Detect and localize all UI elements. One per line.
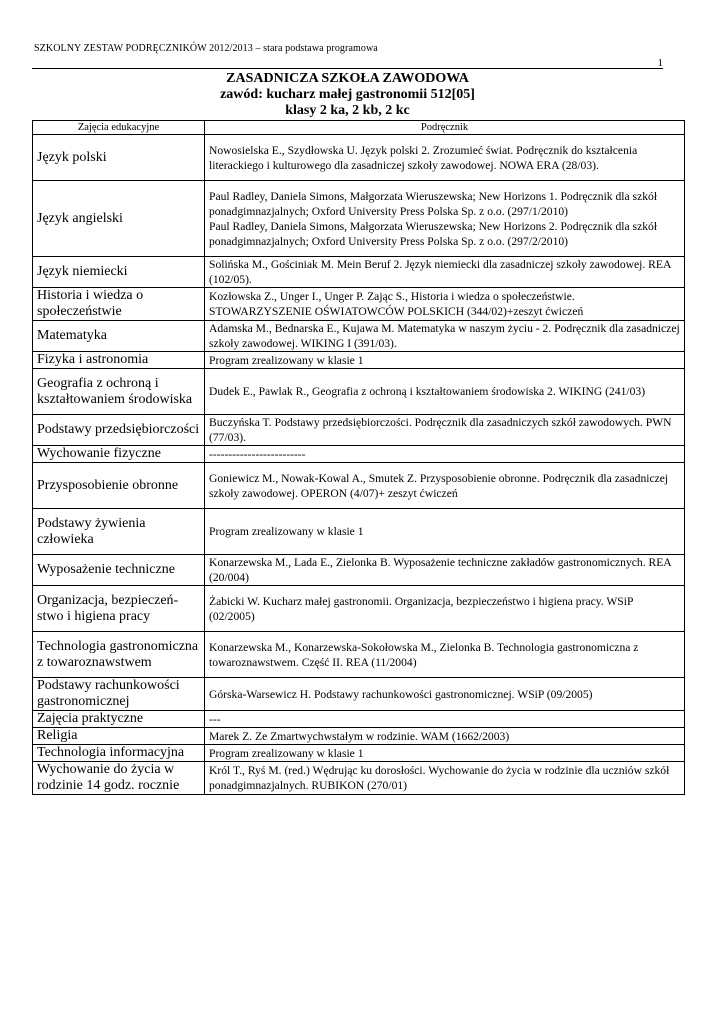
subject-cell: Matematyka <box>33 321 205 352</box>
table-row <box>33 728 685 745</box>
table-row <box>33 135 685 181</box>
textbook-cell: --- <box>205 711 685 728</box>
table-row <box>33 632 685 678</box>
textbook-table <box>32 120 685 795</box>
textbook-cell: Adamska M., Bednarska E., Kujawa M. Matematyka w naszym życiu - 2. Podręcznik dla zasadniczej szkoły zawodowej. WIKING I (391/03). <box>205 321 685 352</box>
textbook-cell: Program zrealizowany w klasie 1 <box>205 509 685 555</box>
page-number: 1 <box>657 57 663 69</box>
column-header-subject: Zajęcia edukacyjne <box>33 121 205 135</box>
header-divider <box>32 68 663 69</box>
textbook-cell: Program zrealizowany w klasie 1 <box>205 352 685 369</box>
table-row <box>33 181 685 257</box>
subject-cell: Wychowanie do życia w rodzinie 14 godz. rocznie <box>33 762 205 795</box>
textbook-cell: Górska-Warsewicz H. Podstawy rachunkowości gastronomicznej. WSiP (09/2005) <box>205 678 685 711</box>
subject-cell: Język angielski <box>33 181 205 257</box>
subject-cell: Technologia gastronomiczna z towaroznawstwem <box>33 632 205 678</box>
table-row <box>33 446 685 463</box>
textbook-cell: Paul Radley, Daniela Simons, Małgorzata Wieruszewska; New Horizons 1. Podręcznik dla szkół ponadgimnazjalnych; Oxford University Press Polska Sp. z o.o. (297/1/2010) Paul Radley, Daniela Simons, Małgorzata Wieruszewska; New Horizons 2. Podręcznik dla szkół ponadgimnazjalnych; Oxford University Press Polska Sp. z o.o. (297/2/2010) <box>205 181 685 257</box>
profession-title: zawód: kucharz małej gastronomii 512[05] <box>220 87 475 102</box>
document-titles <box>32 71 663 119</box>
subject-cell: Przysposobienie obronne <box>33 463 205 509</box>
subject-cell: Podstawy rachunkowości gastronomicznej <box>33 678 205 711</box>
table-row <box>33 745 685 762</box>
table-row <box>33 369 685 415</box>
textbook-cell: Program zrealizowany w klasie 1 <box>205 745 685 762</box>
textbook-cell: Goniewicz M., Nowak-Kowal A., Smutek Z. Przysposobienie obronne. Podręcznik dla zasadniczej szkoły zawodowej. OPERON (4/07)+ zeszyt ćwiczeń <box>205 463 685 509</box>
column-header-textbook: Podręcznik <box>205 121 685 135</box>
subject-cell: Język polski <box>33 135 205 181</box>
textbook-cell: Dudek E., Pawlak R., Geografia z ochroną i kształtowaniem środowiska 2. WIKING (241/03) <box>205 369 685 415</box>
classes-title: klasy 2 ka, 2 kb, 2 kc <box>285 103 410 118</box>
textbook-cell: Żabicki W. Kucharz małej gastronomii. Organizacja, bezpieczeństwo i higiena pracy. WSiP (02/2005) <box>205 586 685 632</box>
subject-cell: Historia i wiedza o społeczeństwie <box>33 288 205 321</box>
table-row <box>33 509 685 555</box>
subject-cell: Geografia z ochroną i kształtowaniem środowiska <box>33 369 205 415</box>
subject-cell: Podstawy przedsiębiorczości <box>33 415 205 446</box>
table-row <box>33 463 685 509</box>
subject-cell: Fizyka i astronomia <box>33 352 205 369</box>
textbook-cell: Buczyńska T. Podstawy przedsiębiorczości. Podręcznik dla zasadniczych szkół zawodowych. PWN (77/03). <box>205 415 685 446</box>
textbook-cell: Konarzewska M., Lada E., Zielonka B. Wyposażenie techniczne zakładów gastronomicznych. REA (20/004) <box>205 555 685 586</box>
table-row <box>33 257 685 288</box>
table-row <box>33 352 685 369</box>
subject-cell: Podstawy żywienia człowieka <box>33 509 205 555</box>
textbook-cell: Konarzewska M., Konarzewska-Sokołowska M., Zielonka B. Technologia gastronomiczna z towaroznawstwem. Część II. REA (11/2004) <box>205 632 685 678</box>
table-body <box>33 135 685 795</box>
table-row <box>33 711 685 728</box>
table-row <box>33 288 685 321</box>
textbook-cell: Solińska M., Gościniak M. Mein Beruf 2. Język niemiecki dla zasadniczej szkoły zawodowej. REA (102/05). <box>205 257 685 288</box>
table-row <box>33 415 685 446</box>
table-row <box>33 678 685 711</box>
subject-cell: Wyposażenie techniczne <box>33 555 205 586</box>
table-row <box>33 762 685 795</box>
subject-cell: Technologia informacyjna <box>33 745 205 762</box>
running-header: SZKOLNY ZESTAW PODRĘCZNIKÓW 2012/2013 – stara podstawa programowa <box>34 43 378 54</box>
table-row <box>33 586 685 632</box>
table-row <box>33 321 685 352</box>
textbook-cell: Kozłowska Z., Unger I., Unger P. Zając S., Historia i wiedza o społeczeństwie. STOWARZYSZENIE OŚWIATOWCÓW POLSKICH (344/02)+zeszyt ćwiczeń <box>205 288 685 321</box>
textbook-cell: Marek Z. Ze Zmartwychwstałym w rodzinie. WAM (1662/2003) <box>205 728 685 745</box>
subject-cell: Język niemiecki <box>33 257 205 288</box>
table-row <box>33 555 685 586</box>
subject-cell: Religia <box>33 728 205 745</box>
subject-cell: Zajęcia praktyczne <box>33 711 205 728</box>
school-title: ZASADNICZA SZKOŁA ZAWODOWA <box>226 71 469 86</box>
table-header-row <box>33 121 685 135</box>
textbook-cell: Król T., Ryś M. (red.) Wędrując ku dorosłości. Wychowanie do życia w rodzinie dla uczniów szkół ponadgimnazjalnych. RUBIKON (270/01) <box>205 762 685 795</box>
textbook-cell: ------------------------- <box>205 446 685 463</box>
subject-cell: Organizacja, bezpieczeń-stwo i higiena pracy <box>33 586 205 632</box>
textbook-cell: Nowosielska E., Szydłowska U. Język polski 2. Zrozumieć świat. Podręcznik do kształcenia literackiego i kulturowego dla zasadniczej szkoły zawodowej. NOWA ERA (28/03). <box>205 135 685 181</box>
subject-cell: Wychowanie fizyczne <box>33 446 205 463</box>
